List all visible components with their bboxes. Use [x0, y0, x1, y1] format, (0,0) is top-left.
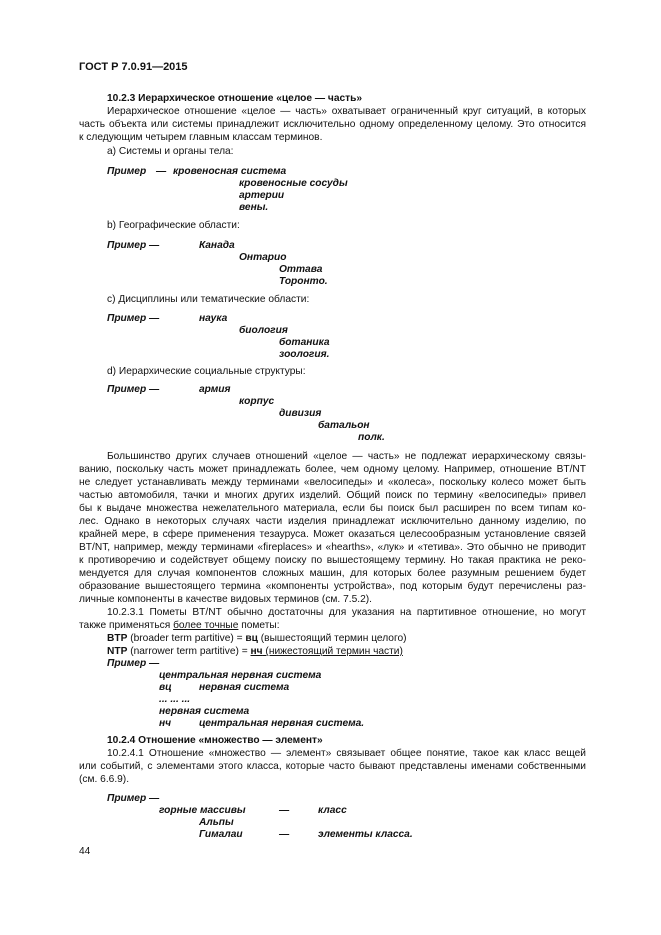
- example-term: Гималаи: [199, 829, 243, 840]
- example-term: дивизия: [279, 408, 322, 419]
- text-run: (broader term partitive) =: [127, 633, 246, 644]
- example-term: полк.: [358, 432, 385, 443]
- list-item-b: b) Географические области:: [107, 220, 240, 231]
- example-dash: —: [279, 805, 290, 816]
- btp-abbr: вц: [245, 633, 258, 644]
- paragraph-line: частью автомобиля, тачки и многих других изделий. Общий поиск по термину «велосипеды» привел: [79, 490, 586, 501]
- example-term: корпус: [239, 396, 275, 407]
- example-label: Пример —: [107, 384, 160, 395]
- underlined-text: более точные: [173, 620, 239, 631]
- paragraph-line: мендуется для случая компонентов сложных машин, для которых более разумным решением будет: [79, 568, 586, 579]
- example-term: вены.: [239, 202, 269, 213]
- paragraph-line: (см. 6.6.9).: [79, 774, 130, 785]
- example-term: горные массивы: [159, 805, 246, 816]
- example-term: армия: [199, 384, 231, 395]
- document-header: ГОСТ Р 7.0.91—2015: [79, 61, 188, 73]
- paragraph-line: или событий, с элементами этого класса, которые часто бывают представлены именами собственными: [79, 761, 586, 772]
- paragraph-line: к противоречию и содействует общему поиску по вышестоящему термину. Но такая практика не реко-: [79, 555, 586, 566]
- example-dash: —: [156, 166, 167, 177]
- example-term: нервная система: [159, 706, 250, 717]
- text-run: также применяться: [79, 620, 174, 631]
- paragraph-line: Большинство других случаев отношений «целое — часть» не подлежат иерархическому связы-: [107, 451, 586, 462]
- text-run: (вышестоящий термин целого): [257, 633, 407, 644]
- text-run: (narrower term partitive) =: [127, 646, 251, 657]
- example-term: артерии: [239, 190, 285, 201]
- ntp-definition: [107, 646, 403, 658]
- example-term: центральная нервная система: [159, 670, 322, 681]
- example-term: Оттава: [279, 264, 323, 275]
- paragraph-line: часть объекта или системы принадлежит исключительно одному определенному целому. Это относится: [79, 119, 586, 130]
- example-label: Пример —: [107, 658, 160, 669]
- paragraph-line: 10.2.3.1 Пометы BT/NT обычно достаточны для указания на партитивное отношение, но могут: [107, 607, 586, 618]
- example-term: Онтарио: [239, 252, 287, 263]
- example-term: класс: [318, 805, 347, 816]
- example-label: Пример —: [107, 240, 160, 251]
- ntp-abbr: нч: [250, 646, 263, 657]
- example-term: Торонто.: [279, 276, 328, 287]
- paragraph-line: личные компоненты в качестве видовых терминов (см. 7.5.2).: [79, 594, 372, 605]
- list-item-c: с) Дисциплины или тематические области:: [107, 294, 310, 305]
- example-term: кровеносная система: [173, 166, 287, 177]
- list-item-a: а) Системы и органы тела:: [107, 146, 234, 157]
- paragraph-line: [79, 620, 280, 632]
- btp-code: BTP: [107, 633, 128, 644]
- paragraph-line: крайней мере, в сфере применения тезауруса. Может оказаться целесообразным установление связей: [79, 529, 586, 540]
- text-run: пометы:: [238, 620, 280, 631]
- list-item-d: d) Иерархические социальные структуры:: [107, 366, 306, 377]
- paragraph-line: лес. Однако в некоторых случаях части изделия принадлежат исключительно данному изделию, по: [79, 516, 586, 527]
- example-term: нервная система: [199, 682, 290, 693]
- paragraph-line: 10.2.4.1 Отношение «множество — элемент» связывает общее понятие, такое как класс вещей: [107, 748, 586, 759]
- example-term: зоология.: [279, 349, 330, 360]
- example-label: Пример —: [107, 313, 160, 324]
- paragraph-line: к следующим четырем главным классам терминов.: [79, 132, 323, 143]
- example-term: кровеносные сосуды: [239, 178, 348, 189]
- example-label: Пример: [107, 166, 147, 177]
- example-term: Канада: [199, 240, 235, 251]
- paragraph-line: BT/NT, например, между терминами «fireplaces» и «hearths», «лук» и «тетива». Это обычно не приводит: [79, 542, 586, 553]
- example-term: батальон: [318, 420, 370, 431]
- paragraph-line: Иерархическое отношение «целое — часть» охватывает ограниченный круг ситуаций, в которых: [107, 106, 586, 117]
- paragraph-line: бы к выдаче множества нежелательного материала, если бы поиск был расширен по всем типам ко-: [79, 503, 586, 514]
- section-heading-10-2-3: 10.2.3 Иерархическое отношение «целое — часть»: [107, 93, 363, 104]
- example-abbr: нч: [159, 718, 172, 729]
- example-term: центральная нервная система.: [199, 718, 365, 729]
- example-ellipsis: ... ... ...: [159, 694, 191, 705]
- btp-definition: [107, 633, 407, 645]
- paragraph-line: образование вышестоящего термина «компоненты устройства», под которым будут перечислены раз-: [79, 581, 586, 592]
- example-dash: —: [279, 829, 290, 840]
- example-term: Альпы: [199, 817, 234, 828]
- example-term: ботаника: [279, 337, 330, 348]
- example-label: Пример —: [107, 793, 160, 804]
- text-run: (нижестоящий термин части): [262, 646, 403, 657]
- paragraph-line: не следует устанавливать между терминами «велосипеды» и «колеса», поскольку колесо может быть: [79, 477, 586, 488]
- section-heading-10-2-4: 10.2.4 Отношение «множество — элемент»: [107, 735, 323, 746]
- ntp-code: NTP: [107, 646, 128, 657]
- page-number: 44: [79, 846, 91, 857]
- paragraph-line: ванию, поскольку часть может принадлежать более, чем одному целому. Например, отношение BT/NT: [79, 464, 586, 475]
- example-term: биология: [239, 325, 288, 336]
- example-abbr: вц: [159, 682, 172, 693]
- example-term: наука: [199, 313, 228, 324]
- example-term: элементы класса.: [318, 829, 413, 840]
